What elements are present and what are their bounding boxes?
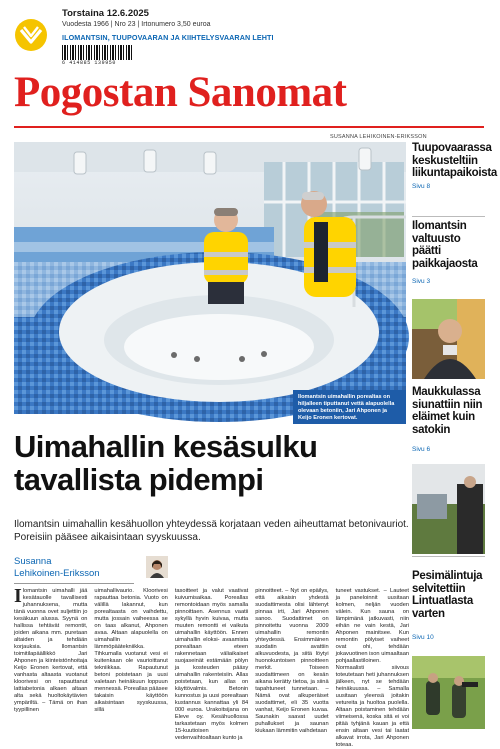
teaser-3-photo [412, 299, 485, 379]
masthead-divider [14, 126, 484, 128]
teaser-3-page: Sivu 6 [412, 446, 431, 453]
teaser-1-page: Sivu 8 [412, 182, 431, 190]
teaser-1-title: Tuupovaarassa keskusteltiin liikuntapaikoista [412, 142, 498, 179]
article-column-5: tuneet vastukset. – Lauteet ja paneloinnit uusitaan kolmen, neljän vuoden välein. Kun sauna on lämpimänä jatkuvasti, niin eihän ne vain kestä, Jari Ahponen mainitsee. Kun remontin pölyiset vaiheet ovat ohi, tehdään jokavuotinen ison uimaaltaan pohjaallastiloinen. Normaalisti siivous toteutetaan heti juhannuksen jälkeen, nyt se tehdään heinäkuussa. – Samalla uusitaan yleensä joitakin vetureita ja huoltoa puolella. Altaan poistaminen tehdään viimeisenä, koska sitä ei voi pitää tyhjänä kauan ja että ensin altaan vesi tai laatat alkavat irrota, Jari Ahponen toteaa. [335, 588, 410, 748]
issue-meta: Vuodesta 1966 | Nro 23 | Irtonumero 3,50 euroa [62, 21, 211, 28]
headline-line-2: tavallista pidempi [14, 462, 264, 497]
lede-paragraph: Ilomantsin uimahallin kesähuollon yhteydessä korjataan veden aiheuttamat betonivauriot. Poreisiin pääsee aikaisintaan syyskuussa. [14, 519, 409, 543]
person-icon [146, 556, 168, 578]
teaser-1[interactable] [412, 142, 498, 190]
teaser-3[interactable] [412, 386, 485, 453]
column-1-text: lomantsin uimahalli jää kesätauolle tavallisesti juhannuksena, mutta tänä vuonna ovet suljettiin jo kesäkuun alussa. Syynä on hallissa tehtävät remontit, joiden aikana mm. puretaan altaiden ja tehdään korjauksia. Ilomantsin toimitilapäällikkö Jari Ahponen ja kiinteistönhoitaja Keijo Eronen kertovat, että vanhasta altaasta vuotanut kloorivesi on rapauttanut lattiabetonia alkaen altaan alta sekä huoltokäytävien ympäriltä. – Tämä on ihan tyypillinen [14, 588, 88, 713]
barcode [62, 45, 134, 60]
byline-divider [14, 583, 134, 584]
main-headline[interactable] [14, 430, 409, 496]
man-portrait-illustration [412, 299, 485, 379]
teaser-4-page: Sivu 10 [412, 634, 434, 641]
birdwatchers-illustration [412, 656, 485, 729]
photo-caption: Ilomantsin uimahallin porealtas on hiljalleen tiputtanut vettä alapuolella olevaan betoniin, Jari Ahponen ja Keijo Eronen kertovat. [293, 390, 406, 424]
article-body [14, 585, 410, 748]
teaser-4[interactable] [412, 570, 485, 641]
masthead-top-strip [12, 6, 492, 66]
drop-cap: I [14, 585, 22, 607]
teaser-2[interactable] [412, 220, 485, 285]
byline-first-name: Susanna [14, 556, 52, 567]
author-avatar [146, 556, 168, 578]
logo-icon [14, 18, 48, 52]
teaser-2-page: Sivu 3 [412, 278, 431, 285]
article-column-3: tasoitteet ja valut vaativat kuivumisaikaa. Poreallas remontoidaan myös samalla pinnoittaen. Asennus vaatii sykyllä hyvin kuivaa, mutta muuten remontti ei vaikuta uimahallin käyttöön. Ennen uimahallin eloksi- avaamista porealtaan eteen rakennetaan väliaikaiset suojaseinät estämään pölyn ja kosteuden pääsy uimahallin rakenteisiin. Allas poistetaan, kun allas on käyttövalmis. Betonin kunnostus ja uusi porealtaan kustannus kannattaa yli 84 000 euroa. Urakoitsijana on Eleve oy. Kesähuollossa tarkastetaan myös kolmen 15-kuutioisen vedenvaihtoaltaan kunto ja [174, 588, 249, 741]
church-scene-illustration [412, 464, 485, 554]
issue-region: ILOMANTSIN, TUUPOVAARAN JA KIIHTELYSVAARAN LEHTI [62, 33, 274, 42]
pool-illustration [14, 142, 406, 414]
teaser-divider [412, 216, 485, 217]
article-column-2: uimahallivaurio. Kloorivesi rapauttaa betonia. Vuoto on välillä lakannut, kun porealtaasta on vaihdettu, mutta jossain vaiheessa se on taas alkanut, Ahponen avaa. Altaan alapuolella on uimahallin lämmöpäätekniikka. Tihkumalla vuotanut vesi ei kuitenkaan ole vaurioittanut tekniikkaa. Rapautunut betoni poistetaan ja uusi valetaan heinäkuun loppuun mennessä. Poreallas pääsee takaisin käyttöön aikaisintaan syyskuussa, sillä [94, 588, 168, 713]
photo-credit: SUSANNA LEHIKOINEN-ERIKSSON [330, 134, 427, 140]
headline-line-1: Uimahallin kesäsulku [14, 429, 318, 464]
teaser-4-photo [412, 656, 485, 729]
barcode-number: 6 414885 139950 [62, 60, 117, 66]
byline-last-name: Lehikoinen-Eriksson [14, 567, 100, 579]
main-photo [14, 142, 406, 414]
teaser-4-title: Pesimälintuja selvitettiin Lintuatlasta varten [412, 570, 483, 620]
teaser-3-title: Maukkulassa siunattiin niin eläimet kuin satokin [412, 386, 483, 436]
teaser-4-photo-top [412, 464, 485, 554]
byline [14, 556, 100, 579]
article-column-4: pinnoitteet. – Nyt on epäilys, että aikaisin yhdestä suodattimesta olisi lähtenyt pinnaa irti, Jari Ahponen sanoo. Suodattimet on pinnoitettu vuonna 2009 uimahallin remontin yhteydessä. Ensimmäinen suodatin avattiin alkuvuodesta, ja siitä löytyi huonokuntoisen pinnoitteen merkit. Toiseen suodattimeen on kesän aikana kerätty tietoa, ja siinä tapahtuneet tunnetaan. – Nämä ovat alkuperäiset suodattimet, eli 35 vuotta vanhat, Keijo Eronen kuvaa. Saunakin saavat uudet puhallukset ja saunan kiukaan lämmitin vaihdetaan [255, 588, 329, 734]
article-column-1 [14, 585, 88, 728]
issue-date: Torstaina 12.6.2025 [62, 8, 149, 19]
paper-title: Pogostan Sanomat [14, 69, 347, 116]
issue-info [62, 8, 274, 43]
teaser-2-title: Ilomantsin valtuusto päätti paikkajaosta [412, 220, 478, 270]
teaser-divider [412, 556, 485, 557]
